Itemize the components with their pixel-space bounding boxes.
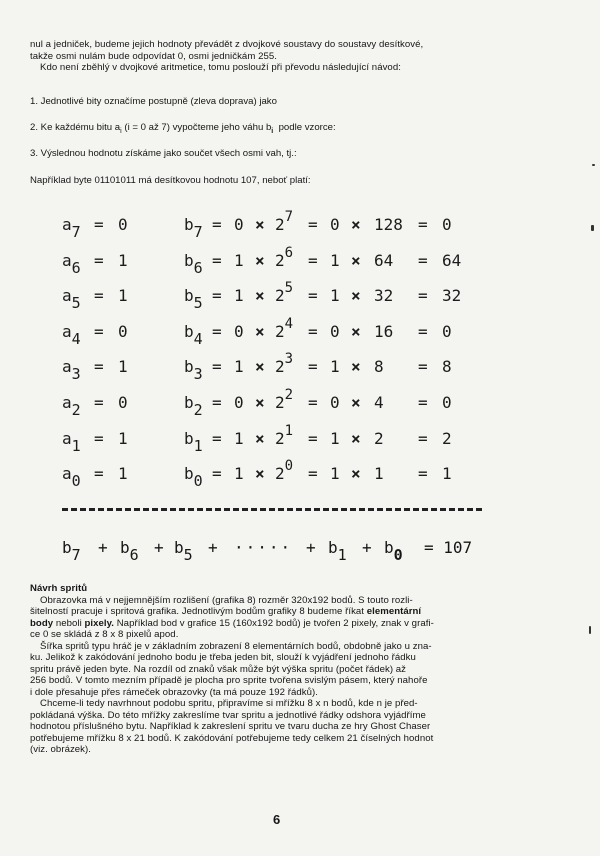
bit-label: $a_1$ [62,428,81,455]
bit-label: $a_7$ [62,215,81,241]
power-of-two: $2^3$ [275,351,294,377]
multiply-sign: × [255,215,265,234]
weight-result: 0 [442,392,452,412]
bit-factor: 0 [234,321,244,341]
table-row: $a_5$ = 1 $b_5$ = 1 × $2^5$ = 1 × 32 = 32 [62,280,462,313]
weight-label: $b_0$ [184,464,203,491]
bit-factor: 0 [234,215,244,234]
paragraph-line: (viz. obrázek). [30,744,91,755]
intro-line: nul a jedniček, budeme jejich hodnoty převádět z dvojkové soustavy do soustavy desítkové, [30,39,424,50]
power-of-two: $2^0$ [275,458,294,484]
multiply-sign: × [351,357,361,377]
weight-value: 32 [374,286,394,306]
bit-factor: 0 [234,392,244,412]
bit-label: $a_0$ [62,464,81,491]
step-2-part: 2. Ke každému bitu a [30,122,121,133]
weight-result: 1 [442,464,452,484]
weight-result: 8 [442,357,452,377]
sum-term: $b_5$ [174,538,193,564]
sum-term: $b_1$ [328,538,347,564]
table-row: $a_0$ = 1 $b_0$ = 1 × $2^0$ = 1 × 1 = 1 [62,458,452,491]
weight-result: 0 [442,215,452,234]
intro-line: takže osmi nulám bude odpovídat 0, osmi jedničkám 255. [30,50,277,62]
multiply-sign: × [351,286,361,306]
step-2: 2. Ke každému bitu $a_i$ (i = 0 až 7) vypočteme jeho váhu $b_i$ podle vzorce: [30,122,336,135]
weight-result: 2 [442,428,452,448]
bit-factor-2: 1 [330,428,340,448]
bit-value: 0 [118,392,128,412]
weight-result: 32 [442,286,462,306]
bit-weight-table [62,207,482,492]
paragraph-line: Obrazovka má v nejjemnějším rozlišení (grafika 8) rozměr 320x192 bodů. S touto rozli- [40,594,413,606]
paragraph-line: spritu právě jeden byte. Na rozdíl od znaků však může být výška spritu (počet řádek) až [30,663,407,675]
bit-factor-2: 0 [330,215,340,234]
weight-label: $b_7$ [184,215,203,241]
bit-factor-2: 1 [330,464,340,484]
bit-value: 1 [118,357,128,377]
multiply-sign: × [351,464,361,484]
table-row: $a_2$ = 0 $b_2$ = 0 × $2^2$ = 0 × 4 = 0 [62,386,452,419]
power-of-two: $2^7$ [275,209,294,234]
bit-label: $a_5$ [62,286,81,313]
paragraph-line: ce 0 se skládá z 8 x 8 pixelů apod. [30,629,179,640]
step-2-part: (i = 0 až 7) vypočteme jeho váhu b [124,122,272,133]
step-1: 1. Jednotlivé bity označíme postupně (zleva doprava) jako [30,96,277,107]
bit-factor-2: 0 [330,321,340,341]
bit-label: $a_6$ [62,250,81,277]
multiply-sign: × [351,392,361,412]
bit-factor: 1 [234,428,244,448]
paragraph-line: pokládaná výška. Do této mřížky zakreslíme tvar spritu a jednotlivé řádky odshora vyjádříme [30,709,426,721]
scan-speck [592,164,595,166]
bit-label: $a_3$ [62,357,81,384]
section-sprite-design [30,583,570,756]
table-row: $a_4$ = 0 $b_4$ = 0 × $2^4$ = 0 × 16 = 0 [62,315,452,348]
intro-line: Kdo není zběhlý v dvojkové aritmetice, tomu poslouží při převodu následující návod: [40,62,401,73]
scan-speck [589,626,591,634]
weight-result: 0 [442,321,452,341]
weight-value: 4 [374,392,384,412]
multiply-sign: × [255,428,265,448]
step-3: 3. Výslednou hodnotu získáme jako součet všech osmi vah, tj.: [30,148,297,159]
multiply-sign: × [255,392,265,412]
weight-label: $b_6$ [184,250,203,277]
bit-factor-2: 1 [330,250,340,270]
multiply-sign: × [255,286,265,306]
bit-factor-2: 1 [330,286,340,306]
weight-label: $b_1$ [184,428,203,455]
multiply-sign: × [255,250,265,270]
power-of-two: $2^1$ [275,422,294,448]
power-of-two: $2^4$ [275,315,294,341]
bit-factor: 1 [234,286,244,306]
weight-value: 128 [374,215,403,234]
paragraph-line: hodnotou příslušného bytu. Například k zakreslení spritu ve tvaru ducha ze hry Ghost Chaser [30,721,431,732]
weight-value: 2 [374,428,384,448]
bit-factor-2: 0 [330,392,340,412]
section-heading: Návrh spritů [30,583,88,594]
table-row: $a_1$ = 1 $b_1$ = 1 × $2^1$ = 1 × 2 = 2 [62,422,452,455]
step-2-part: podle vzorce: [278,122,336,133]
page-number: 6 [273,812,281,827]
sum-term: $b_0$ [384,538,403,564]
sum-term: $b_7$ [62,538,81,564]
example-line: Například byte 01101011 má desítkovou hodnotu 107, neboť platí: [30,175,311,186]
bit-value: 1 [118,428,128,448]
paragraph-line: 256 bodů. V tomto mezním případě je plocha pro sprite tvořena svislým pásem, který nahoře [30,675,428,686]
table-row: $a_6$ = 1 $b_6$ = 1 × $2^6$ = 1 × 64 = 64 [62,244,462,277]
paragraph-line: Šířka spritů typu hráč je v základním zobrazení 8 elementárních bodů, obdobně jako u zna- [40,640,432,652]
weight-label: $b_4$ [184,321,203,348]
multiply-sign: × [351,215,361,234]
weight-label: $b_5$ [184,286,203,313]
weight-value: 16 [374,321,394,341]
paragraph-line: i dole přesahuje přes rámeček obrazovky (ta má pouze 192 řádků). [30,686,318,698]
bit-value: 0 [118,215,128,234]
bit-value: 0 [118,321,128,341]
weight-label: $b_2$ [184,392,203,419]
table-row: $a_3$ = 1 $b_3$ = 1 × $2^3$ = 1 × 8 = 8 [62,351,452,384]
weight-result: 64 [442,250,462,270]
sum-row: $b_7$ + $b_6$ + $b_5$ + ····· + $b_1$ + $b_0$ = 107 [62,538,473,564]
intro-paragraph [30,39,570,74]
power-of-two: $2^6$ [275,244,294,270]
bit-label: $a_2$ [62,392,81,419]
multiply-sign: × [351,250,361,270]
sum-term: $b_6$ [120,538,139,564]
multiply-sign: × [351,428,361,448]
sum-divider [62,508,482,511]
bit-factor-2: 1 [330,357,340,377]
bit-factor: 1 [234,250,244,270]
bit-factor: 1 [234,464,244,484]
multiply-sign: × [351,321,361,341]
weight-value: 64 [374,250,394,270]
multiply-sign: × [255,357,265,377]
multiply-sign: × [255,321,265,341]
bit-value: 1 [118,464,128,484]
sum-ellipsis: ····· [234,538,293,557]
paragraph-line: body neboli pixely. Například bod v grafice 15 (160x192 bodů) je tvořen 2 pixely, znak v grafi- [30,617,434,629]
multiply-sign: × [255,464,265,484]
bit-value: 1 [118,250,128,270]
table-row: $a_7$ = 0 $b_7$ = 0 × $2^7$ = 0 × 128 = 0 [62,209,452,241]
weight-label: $b_3$ [184,357,203,384]
bit-value: 1 [118,286,128,306]
paragraph-line: šitelností pracuje i spritová grafika. Jednotlivým bodům grafiky 8 budeme říkat elementární [30,606,422,617]
weight-value: 1 [374,464,384,484]
power-of-two: $2^2$ [275,386,294,412]
power-of-two: $2^5$ [275,280,294,306]
sum-total: = 107 [424,538,473,557]
bit-label: $a_4$ [62,321,81,348]
bit-factor: 1 [234,357,244,377]
paragraph-line: potřebujeme mřížku 8 x 21 bodů. K zakódování potřebujeme tedy celkem 21 číselných hodnot [30,732,434,744]
weight-value: 8 [374,357,384,377]
scan-speck [591,225,594,231]
paragraph-line: Chceme-li tedy navrhnout podobu spritu, připravíme si mřížku 8 x n bodů, kde n je před- [40,698,418,709]
paragraph-line: ku. Jelikož k zakódování jednoho bodu je třeba jeden bit, slouží k vyjádření jednoho řádku [30,652,416,663]
